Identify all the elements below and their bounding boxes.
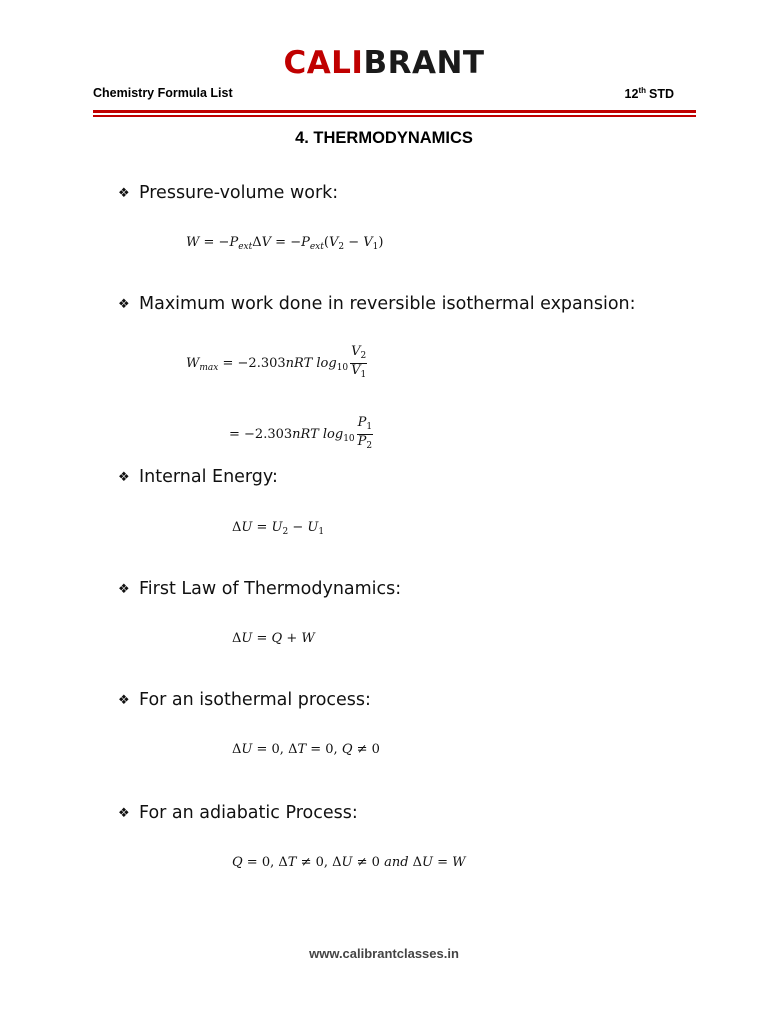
header-divider-thin — [93, 115, 696, 117]
grade-label: STD — [649, 87, 674, 101]
equation: ΔU = Q + W — [232, 631, 315, 646]
four-diamond-bullet-icon: ❖ — [118, 692, 130, 708]
header-subject: Chemistry Formula List — [93, 86, 233, 100]
grade-suffix: th — [638, 86, 646, 95]
four-diamond-bullet-icon: ❖ — [118, 469, 130, 485]
grade-number: 12 — [624, 87, 639, 101]
section-heading — [118, 467, 278, 487]
header-grade — [625, 86, 674, 101]
four-diamond-bullet-icon: ❖ — [118, 805, 130, 821]
brand-logo-part2: BRANT — [363, 45, 485, 81]
brand-logo-part1: CALI — [283, 45, 364, 81]
four-diamond-bullet-icon: ❖ — [118, 185, 130, 201]
section-heading — [118, 294, 636, 314]
section-heading-text: For an isothermal process: — [139, 690, 371, 710]
section-heading-text: For an adiabatic Process: — [139, 803, 358, 823]
equation: $\Delta U = U_2 - U_1$ — [232, 520, 325, 537]
brand-logo — [0, 44, 768, 82]
four-diamond-bullet-icon: ❖ — [118, 296, 130, 312]
section-heading-text: Pressure-volume work: — [139, 183, 339, 203]
equation: $W_{max} = -2.303nRT$ $\log_{10}$ $\frac{V_2}{V_1}$ — [186, 344, 367, 380]
equation: Q = 0, ΔT ≠ 0, ΔU ≠ 0 and ΔU = W — [232, 855, 466, 870]
equation: $W = -P_{ext}\Delta V = -P_{ext}(V_2 - V_1)$ — [186, 235, 384, 252]
section-heading — [118, 183, 338, 203]
header-divider-thick — [93, 110, 696, 113]
section-heading-text: First Law of Thermodynamics: — [139, 579, 402, 599]
section-heading — [118, 690, 371, 710]
section-heading-text: Internal Energy: — [139, 467, 278, 487]
four-diamond-bullet-icon: ❖ — [118, 581, 130, 597]
section-heading — [118, 803, 358, 823]
section-heading-text: Maximum work done in reversible isothermal expansion: — [139, 294, 636, 314]
section-heading — [118, 579, 401, 599]
page-title: 4. THERMODYNAMICS — [295, 129, 473, 147]
equation: ΔU = 0, ΔT = 0, Q ≠ 0 — [232, 742, 380, 757]
equation: = −2.303nRT $\log_{10}$ $\frac{P_1}{P_2}$ — [229, 415, 373, 451]
footer-website: www.calibrantclasses.in — [309, 946, 459, 961]
